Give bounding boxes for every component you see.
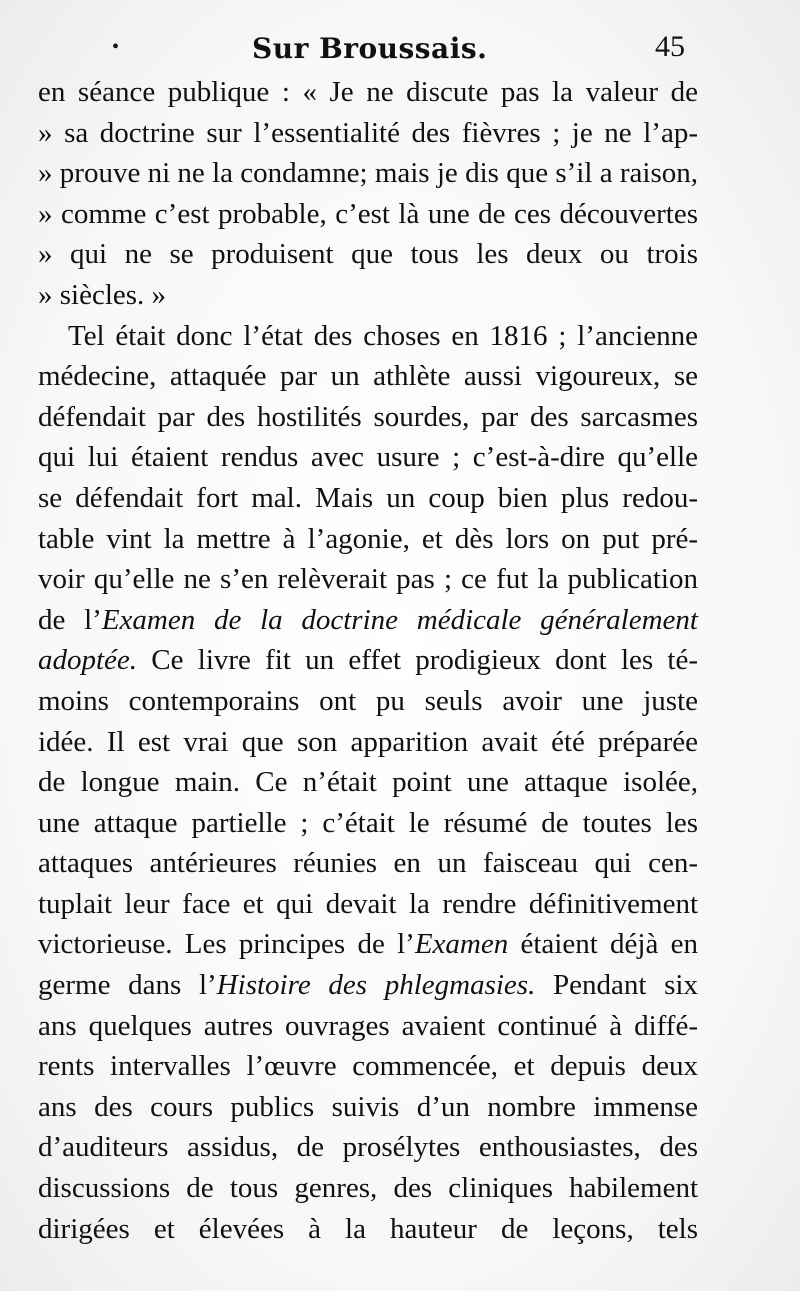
text-line <box>38 600 698 641</box>
text-segment: victorieuse. Les principes de l’ <box>38 928 415 961</box>
text-line: » siècles. » <box>38 278 167 311</box>
header-bullet: • <box>112 36 120 58</box>
text-line: » sa doctrine sur l’essentialité des fièvres ; je ne l’ap- <box>38 116 698 149</box>
page-number: 45 <box>655 30 685 63</box>
text-line: » qui ne se produisent que tous les deux ou trois <box>38 238 698 271</box>
text-line: ans quelques autres ouvrages avaient continué à diffé- <box>38 1009 698 1042</box>
text-line <box>38 924 698 965</box>
text-line <box>38 965 698 1006</box>
text-segment: étaient déjà en <box>508 928 698 961</box>
text-line: » prouve ni ne la condamne; mais je dis que s’il a raison, <box>38 157 698 190</box>
italic-title: Examen <box>414 928 509 961</box>
text-line: » comme c’est probable, c’est là une de ces découvertes <box>38 197 698 230</box>
text-line: médecine, attaquée par un athlète aussi vigoureux, se <box>38 360 698 393</box>
text-segment: Pendant six <box>535 969 698 1002</box>
text-line: défendait par des hostilités sourdes, par des sarcasmes <box>38 400 698 433</box>
text-line: discussions de tous genres, des cliniques habilement <box>38 1172 698 1205</box>
page-header <box>0 30 800 66</box>
text-line: en séance publique : « Je ne discute pas la valeur de <box>38 76 698 108</box>
text-line: idée. Il est vrai que son apparition avait été préparée <box>38 725 698 758</box>
text-segment: germe dans l’ <box>38 969 217 1002</box>
text-line: de longue main. Ce n’était point une attaque isolée, <box>38 766 698 799</box>
text-line: table vint la mettre à l’agonie, et dès lors on put pré- <box>38 522 698 555</box>
text-line: Tel était donc l’état des choses en 1816 ; l’ancienne <box>68 319 698 352</box>
text-line: se défendait fort mal. Mais un coup bien plus redou- <box>38 481 698 514</box>
text-line: dirigées et élevées à la hauteur de leçons, tels <box>38 1212 698 1245</box>
text-segment: de l’ <box>38 603 102 636</box>
italic-title: adoptée. <box>38 644 138 677</box>
text-line: tuplait leur face et qui devait la rendre définitivement <box>38 887 698 920</box>
text-line: ans des cours publics suivis d’un nombre immense <box>38 1090 698 1123</box>
italic-title: Histoire des phlegmasies. <box>216 969 536 1002</box>
text-line <box>38 640 698 681</box>
italic-title: Examen de la doctrine médicale généralement <box>101 603 698 636</box>
text-segment: Ce livre fit un effet prodigieux dont les té- <box>137 644 698 677</box>
text-line: attaques antérieures réunies en un faisceau qui cen- <box>38 847 698 880</box>
text-line: rents intervalles l’œuvre commencée, et depuis deux <box>38 1050 698 1083</box>
text-line: une attaque partielle ; c’était le résumé de toutes les <box>38 806 698 839</box>
text-line: qui lui étaient rendus avec usure ; c’est-à-dire qu’elle <box>38 441 698 474</box>
running-title: Sur Broussais. <box>252 32 488 65</box>
body-text <box>38 72 698 1249</box>
text-line: moins contemporains ont pu seuls avoir une juste <box>38 684 698 717</box>
text-line: voir qu’elle ne s’en relèverait pas ; ce fut la publication <box>38 563 698 596</box>
text-line: d’auditeurs assidus, de prosélytes enthousiastes, des <box>38 1131 698 1164</box>
